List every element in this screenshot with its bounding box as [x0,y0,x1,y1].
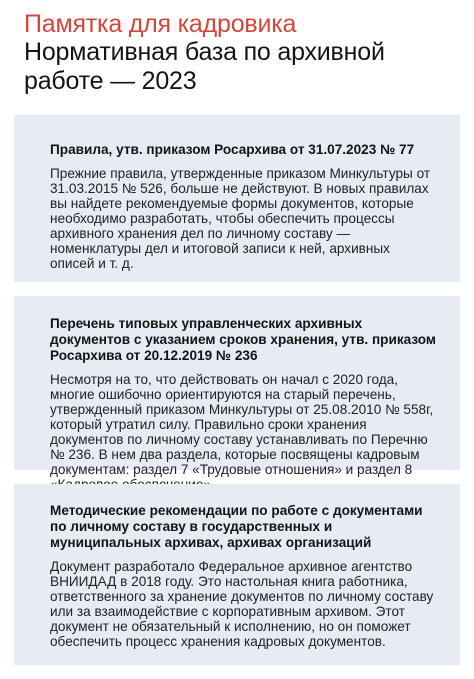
card-title: Перечень типовых управленческих архивных документов с указанием сроков хранения, утв. приказом Росархива от 20.12.2019 № 236 [50,316,436,363]
card-body: Документ разработало Федеральное архивное агентство ВНИИДАД в 2018 году. Это настольная книга работника, ответственного за хранение документов по личному составу или за взаимодействие с корпоративным архивом. Этот документ не обязательный к исполнению, но он поможет обеспечить процесс хранения кадровых документов. [50,559,434,649]
page-title: Нормативная база по архивной работе — 2023 [24,38,385,95]
card-body: Несмотря на то, что действовать он начал с 2020 года, многие ошибочно ориентируются на старый перечень, утвержденный приказом Минкультуры от 25.08.2010 № 558г, который утратил силу. Правильно сроки хранения документов по личному составу устанавливать по Перечню № 236. В нем два раздела, которые посвящены кадровым документам: раздел 7 «Трудовые отношения» и раздел 8 [50,372,434,477]
document-card-recommendations [14,484,460,665]
page-kicker: Памятка для кадровика [24,10,297,38]
page-header [24,10,464,96]
card-title: Правила, утв. приказом Росархива от 31.07.2023 № 77 [50,142,415,157]
card-body: Прежние правила, утвержденные приказом Минкультуры от 31.03.2015 № 526, больше не действуют. В новых правилах вы найдете рекомендуемые формы документов, которые необходимо разработать, чтобы обеспечить процессы архивного хранения дел по личному составу — номенклатуры дел и итоговой записи к ней, архивных описей и т. д. [50,166,431,271]
document-card-list [14,296,460,477]
card-title: Методические рекомендации по работе с документами по личному составу в государственных и муниципальных архивах, архивах организаций [50,503,423,550]
document-card-rules [14,115,460,282]
